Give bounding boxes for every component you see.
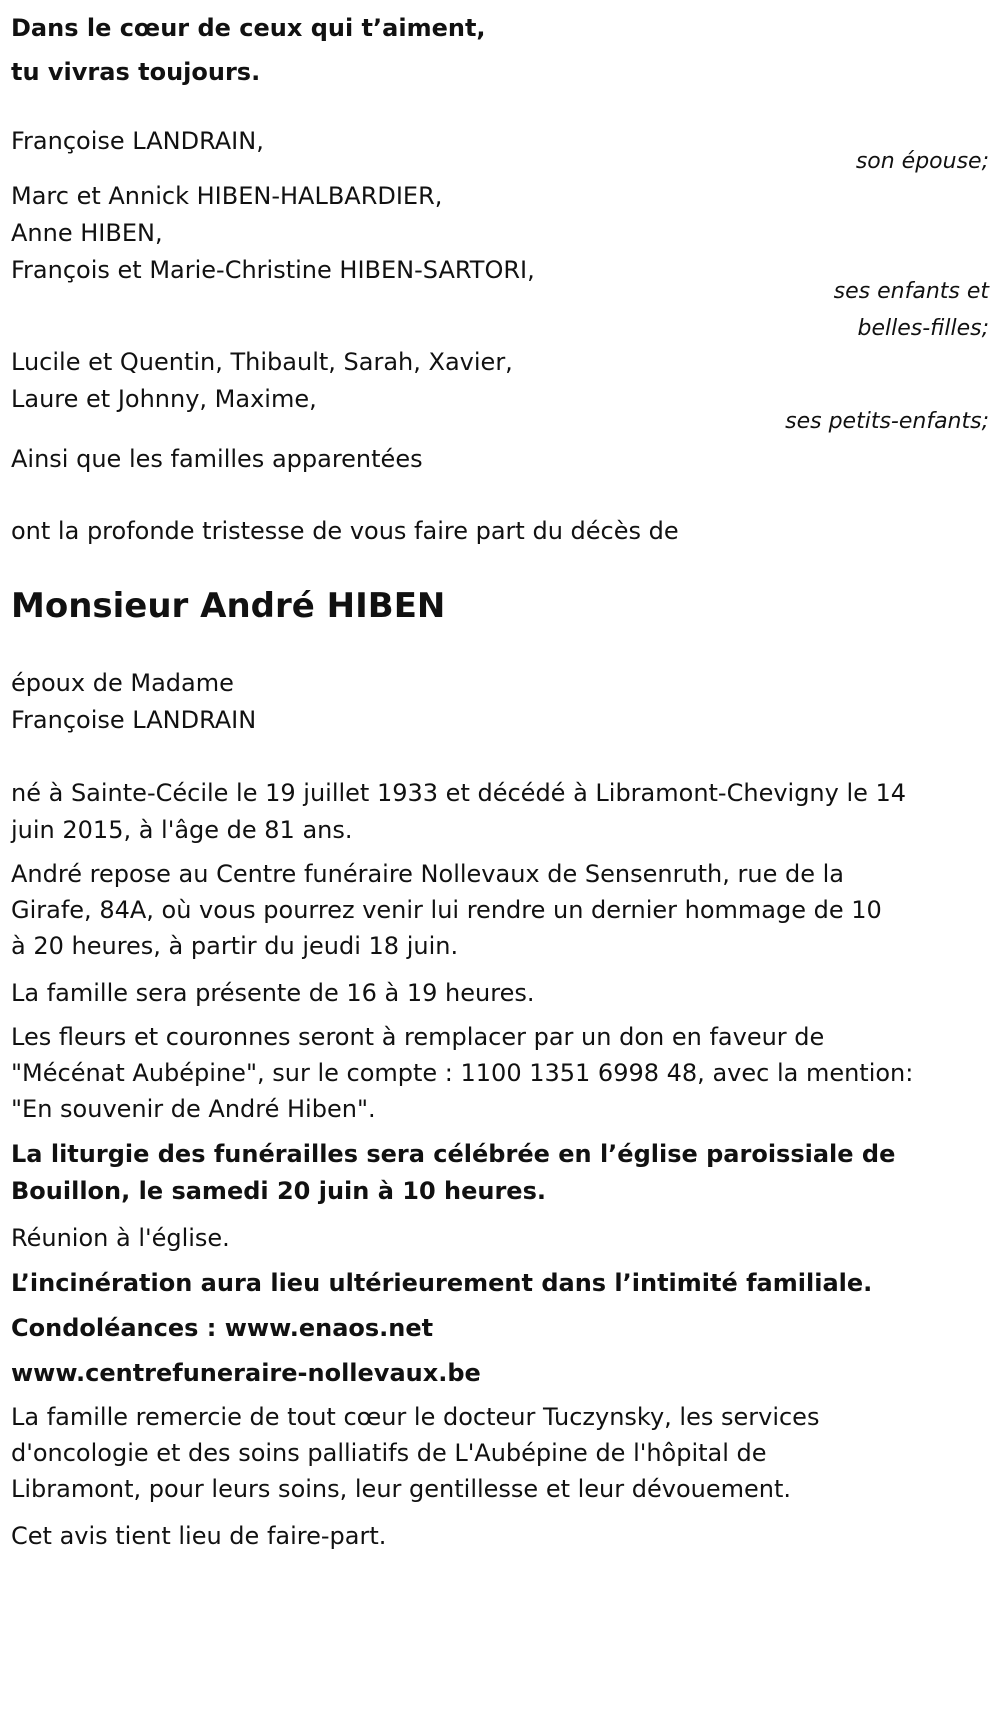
thanks-line-1: La famille remercie de tout cœur le docteur Tuczynsky, les services	[11, 1403, 820, 1431]
deceased-spouse-line-2: Françoise LANDRAIN	[11, 706, 257, 734]
birth-death-line-1: né à Sainte-Cécile le 19 juillet 1933 et décédé à Libramont-Chevigny le 14	[11, 779, 907, 807]
meeting-line: Réunion à l'église.	[11, 1224, 230, 1252]
liturgy-paragraph	[11, 1136, 895, 1210]
repose-paragraph	[11, 856, 882, 964]
repose-line-1: André repose au Centre funéraire Nollevaux de Sensenruth, rue de la	[11, 860, 845, 888]
grandchildren-line-1: Lucile et Quentin, Thibault, Sarah, Xavier,	[11, 348, 513, 376]
relatives-line: Ainsi que les familles apparentées	[11, 445, 423, 473]
birth-death-line-2: juin 2015, à l'âge de 81 ans.	[11, 816, 353, 844]
cremation-line: L’incinération aura lieu ultérieurement dans l’intimité familiale.	[11, 1269, 873, 1297]
thanks-line-3: Libramont, pour leurs soins, leur gentillesse et leur dévouement.	[11, 1475, 792, 1503]
deceased-spouse	[11, 665, 256, 739]
child-2: Anne HIBEN,	[11, 219, 163, 247]
condolences-line: Condoléances : www.enaos.net	[11, 1314, 434, 1342]
liturgy-line-1: La liturgie des funérailles sera célébrée en l’église paroissiale de	[11, 1140, 896, 1168]
children-role-line-1: ses enfants et	[833, 279, 989, 304]
thanks-paragraph	[11, 1399, 819, 1507]
grandchildren-role: ses petits-enfants;	[785, 409, 989, 434]
child-1: Marc et Annick HIBEN-HALBARDIER,	[11, 182, 443, 210]
notice-line: Cet avis tient lieu de faire-part.	[11, 1522, 387, 1550]
repose-line-2: Girafe, 84A, où vous pourrez venir lui rendre un dernier hommage de 10	[11, 896, 882, 924]
child-3: François et Marie-Christine HIBEN-SARTORI,	[11, 256, 535, 284]
repose-line-3: à 20 heures, à partir du jeudi 18 juin.	[11, 932, 459, 960]
epigraph	[11, 6, 486, 94]
thanks-line-2: d'oncologie et des soins palliatifs de L'Aubépine de l'hôpital de	[11, 1439, 767, 1467]
epigraph-line-2: tu vivras toujours.	[11, 58, 261, 86]
flowers-line-2: "Mécénat Aubépine", sur le compte : 1100 1351 6998 48, avec la mention:	[11, 1059, 914, 1087]
children-role-line-2: belles-filles;	[857, 316, 989, 341]
deceased-name: Monsieur André HIBEN	[11, 586, 446, 626]
spouse-role: son épouse;	[855, 149, 989, 174]
flowers-line-3: "En souvenir de André Hiben".	[11, 1095, 376, 1123]
spouse-name: Françoise LANDRAIN,	[11, 127, 264, 155]
grandchildren-line-2: Laure et Johnny, Maxime,	[11, 385, 317, 413]
flowers-paragraph	[11, 1019, 913, 1127]
deceased-spouse-line-1: époux de Madame	[11, 669, 234, 697]
flowers-line-1: Les fleurs et couronnes seront à remplacer par un don en faveur de	[11, 1023, 825, 1051]
liturgy-line-2: Bouillon, le samedi 20 juin à 10 heures.	[11, 1177, 546, 1205]
website-line: www.centrefuneraire-nollevaux.be	[11, 1359, 481, 1387]
epigraph-line-1: Dans le cœur de ceux qui t’aiment,	[11, 14, 486, 42]
birth-death-paragraph	[11, 775, 906, 849]
family-presence: La famille sera présente de 16 à 19 heures.	[11, 979, 535, 1007]
announcement-line: ont la profonde tristesse de vous faire part du décès de	[11, 517, 679, 545]
